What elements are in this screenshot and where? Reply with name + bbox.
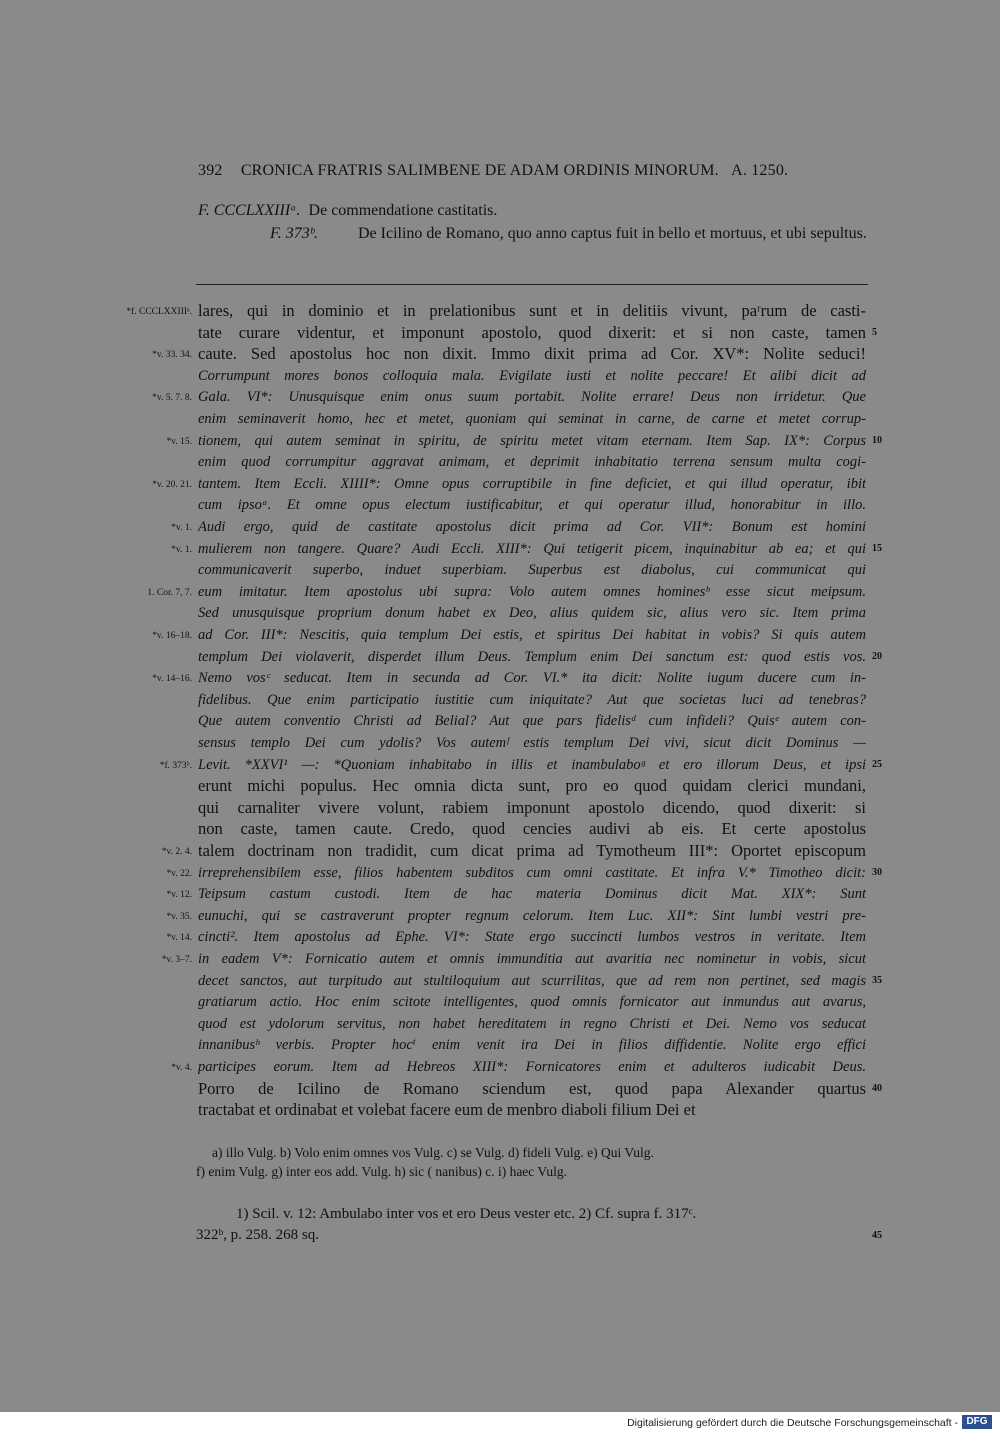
toc-text: De commendatione castitatis. bbox=[308, 202, 498, 219]
text-line: lares, qui in dominio et in prelationibus sunt et in delitiis vivunt, paʳrum de casti- bbox=[198, 301, 866, 320]
text-line: tate curare videntur, et imponunt apostolo, quod dixerit: et si non caste, tamen bbox=[198, 323, 866, 342]
text-line: eunuchi, qui se castraverunt propter regnum celorum. Item Luc. XII*: Sint lumbi vestri pre- bbox=[198, 908, 866, 924]
margin-reference: *v. 16–18. bbox=[152, 631, 192, 641]
text-line: innanibusʰ verbis. Propter hocⁱ enim venit ira Dei in filios diffidentie. Nolite ergo effici bbox=[198, 1037, 866, 1053]
line-number: 5 bbox=[872, 327, 877, 338]
margin-reference: *v. 5. 7. 8. bbox=[152, 393, 192, 403]
margin-reference: *f. 373ᵇ. bbox=[159, 761, 192, 771]
line-number: 35 bbox=[872, 975, 882, 986]
text-line: gratiarum actio. Hoc enim scitote intelligentes, quod omnis fornicator aut inmundus aut avarus, bbox=[198, 994, 866, 1010]
text-line: irreprehensibilem esse, filios habentem subditos cum omni castitate. Et infra V.* Timotheo dicit: bbox=[198, 865, 866, 881]
text-line: Nemo vosᶜ seducat. Item in secunda ad Cor. VI.* ita dicit: Nolite iugum ducere cum in- bbox=[198, 670, 866, 686]
footer-credit: Digitalisierung gefördert durch die Deutsche Forschungsgemeinschaft - bbox=[627, 1417, 958, 1429]
text-line: qui carnaliter vivere volunt, rabiem imponunt apostolo dicendo, quod dixerit: si bbox=[198, 798, 866, 817]
margin-reference: *v. 14–16. bbox=[152, 674, 192, 684]
text-line: Corrumpunt mores bonos colloquia mala. Evigilate iusti et nolite peccare! Et alibi dicit ad bbox=[198, 368, 866, 384]
margin-reference: *f. CCCLXXIIIᵃ. bbox=[126, 307, 192, 317]
text-line: participes eorum. Item ad Hebreos XIII*: Fornicatores enim et adulteros iudicabit Deus. bbox=[198, 1059, 866, 1075]
toc-entry bbox=[270, 225, 870, 243]
text-line: templum Dei violaverit, disperdet illum Deus. Templum enim Dei sanctum est: quod estis vos. bbox=[198, 649, 866, 665]
text-line: in eadem V*: Fornicatio autem et omnis immunditia aut avaritia nec nominetur in vobis, sicut bbox=[198, 951, 866, 967]
line-number: 20 bbox=[872, 651, 882, 662]
margin-reference: *v. 4. bbox=[171, 1063, 192, 1073]
text-line: sensus templo Dei cum ydolis? Vos autemᶠ estis templum Dei vivi, sicut dicit Dominus — bbox=[198, 735, 866, 751]
header-year: A. 1250. bbox=[731, 162, 789, 179]
page-number: 392 bbox=[198, 162, 223, 179]
text-line: Que autem conventio Christi ad Belial? Aut que pars fidelisᵈ cum infideli? Quisᵉ autem con- bbox=[198, 713, 866, 729]
line-number: 15 bbox=[872, 543, 882, 554]
text-line: Audi ergo, quid de castitate apostolus dicit prima ad Cor. VII*: Bonum est homini bbox=[198, 519, 866, 535]
line-number: 40 bbox=[872, 1083, 882, 1094]
text-line: ad Cor. III*: Nescitis, quia templum Dei estis, et spiritus Dei habitat in vobis? Si quis autem bbox=[198, 627, 866, 643]
margin-reference: *v. 20. 21. bbox=[152, 480, 192, 490]
running-header bbox=[198, 162, 838, 180]
dfg-logo-icon: DFG bbox=[962, 1415, 992, 1429]
margin-reference: *v. 3–7. bbox=[161, 955, 192, 965]
margin-reference: 1. Cor. 7, 7. bbox=[147, 588, 192, 598]
text-line: Teipsum castum custodi. Item de hac materia Dominus dicit Mat. XIX*: Sunt bbox=[198, 886, 866, 902]
margin-reference: *v. 14. bbox=[166, 933, 192, 943]
text-line: talem doctrinam non tradidit, cum dicat prima ad Tymotheum III*: Oportet episcopum bbox=[198, 841, 866, 860]
text-line: fidelibus. Que enim participatio iustitie cum iniquitate? Aut que societas luci ad tenebras? bbox=[198, 692, 866, 708]
text-line: erunt michi populus. Hec omnia dicta sunt, pro eo quod quidam clerici mundani, bbox=[198, 776, 866, 795]
toc-ref: F. 373ᵇ. bbox=[270, 225, 319, 242]
running-title: CRONICA FRATRIS SALIMBENE DE ADAM ORDINIS MINORUM. bbox=[240, 162, 719, 179]
margin-reference: *v. 35. bbox=[166, 912, 192, 922]
separator-rule bbox=[196, 284, 868, 285]
toc-entry bbox=[198, 202, 497, 220]
footnote-line: 322ᵇ, p. 258. 268 sq. bbox=[196, 1227, 319, 1243]
text-line: Porro de Icilino de Romano sciendum est, quod papa Alexander quartus bbox=[198, 1079, 866, 1098]
text-line: eum imitatur. Item apostolus ubi supra: Volo autem omnes hominesᵇ esse sicut meipsum. bbox=[198, 584, 866, 600]
margin-reference: *v. 1. bbox=[171, 545, 192, 555]
text-line: quod est ydolorum servitus, non habet hereditatem in regno Christi et Dei. Nemo vos seducat bbox=[198, 1016, 866, 1032]
text-line: mulierem non tangere. Quare? Audi Eccli. XIII*: Qui tetigerit picem, inquinabitur ab ea; et qui bbox=[198, 541, 866, 557]
margin-reference: *v. 12. bbox=[166, 890, 192, 900]
text-line: communicaverit superbo, induet superbiam. Superbus est diabolus, cui communicat qui bbox=[198, 562, 866, 578]
text-line: tractabat et ordinabat et volebat facere eum de menbro diaboli filium Dei et bbox=[198, 1100, 696, 1119]
text-line: enim seminaverit homo, hec et metet, quoniam qui seminat in carne, de carne et metet corrup- bbox=[198, 411, 866, 427]
margin-reference: *v. 2. 4. bbox=[161, 847, 192, 857]
variant-notes-line: a) illo Vulg. b) Volo enim omnes vos Vulg. c) se Vulg. d) fideli Vulg. e) Qui Vulg. bbox=[212, 1145, 654, 1160]
text-line: Levit. *XXVI¹ —: *Quoniam inhabitabo in illis et inambulaboᵍ et ero illorum Deus, et ipsi bbox=[198, 757, 866, 773]
text-line: tionem, qui autem seminat in spiritu, de spiritu metet vitam eternam. Item Sap. IX*: Corpus bbox=[198, 433, 866, 449]
line-number: 45 bbox=[872, 1230, 882, 1241]
text-line: Sed unusquisque proprium donum habet ex Deo, alius quidem sic, alius vero sic. Item prima bbox=[198, 605, 866, 621]
text-line: Gala. VI*: Unusquisque enim onus suum portabit. Nolite errare! Deus non irridetur. Que bbox=[198, 389, 866, 405]
text-line: non caste, tamen caute. Credo, quod cencies audivi ab eis. Et certe apostolus bbox=[198, 819, 866, 838]
line-number: 10 bbox=[872, 435, 882, 446]
text-line: cum ipsoᵃ. Et omne opus electum iustificabitur, et qui operatur illud, honorabitur in illo. bbox=[198, 497, 866, 513]
text-line: enim quod corrumpitur aggravat animam, et deprimit inhabitatio terrena sensum multa cogi- bbox=[198, 454, 866, 470]
toc-ref: F. CCCLXXIIIᵃ. bbox=[198, 202, 301, 219]
text-line: decet sanctos, aut turpitudo aut stultiloquium aut scurrilitas, que ad rem non pertinet, sed magis bbox=[198, 973, 866, 989]
text-line: cincti². Item apostolus ad Ephe. VI*: State ergo succincti lumbos vestros in veritate. Item bbox=[198, 929, 866, 945]
margin-reference: *v. 33. 34. bbox=[152, 350, 192, 360]
toc-text: De Icilino de Romano, quo anno captus fuit in bello et mortuus, et ubi sepultus. bbox=[358, 225, 867, 242]
margin-reference: *v. 15. bbox=[166, 437, 192, 447]
line-number: 25 bbox=[872, 759, 882, 770]
text-line: tantem. Item Eccli. XIIII*: Omne opus corruptibile in fine deficiet, et qui illud operatur, ibit bbox=[198, 476, 866, 492]
variant-notes-line: f) enim Vulg. g) inter eos add. Vulg. h) sic ( nanibus) c. i) haec Vulg. bbox=[196, 1164, 567, 1179]
line-number: 30 bbox=[872, 867, 882, 878]
footnote-line: 1) Scil. v. 12: Ambulabo inter vos et ero Deus vester etc. 2) Cf. supra f. 317ᶜ. bbox=[236, 1206, 697, 1222]
text-line: caute. Sed apostolus hoc non dixit. Immo dixit prima ad Cor. XV*: Nolite seduci! bbox=[198, 344, 866, 363]
margin-reference: *v. 1. bbox=[171, 523, 192, 533]
margin-reference: *v. 22. bbox=[166, 869, 192, 879]
